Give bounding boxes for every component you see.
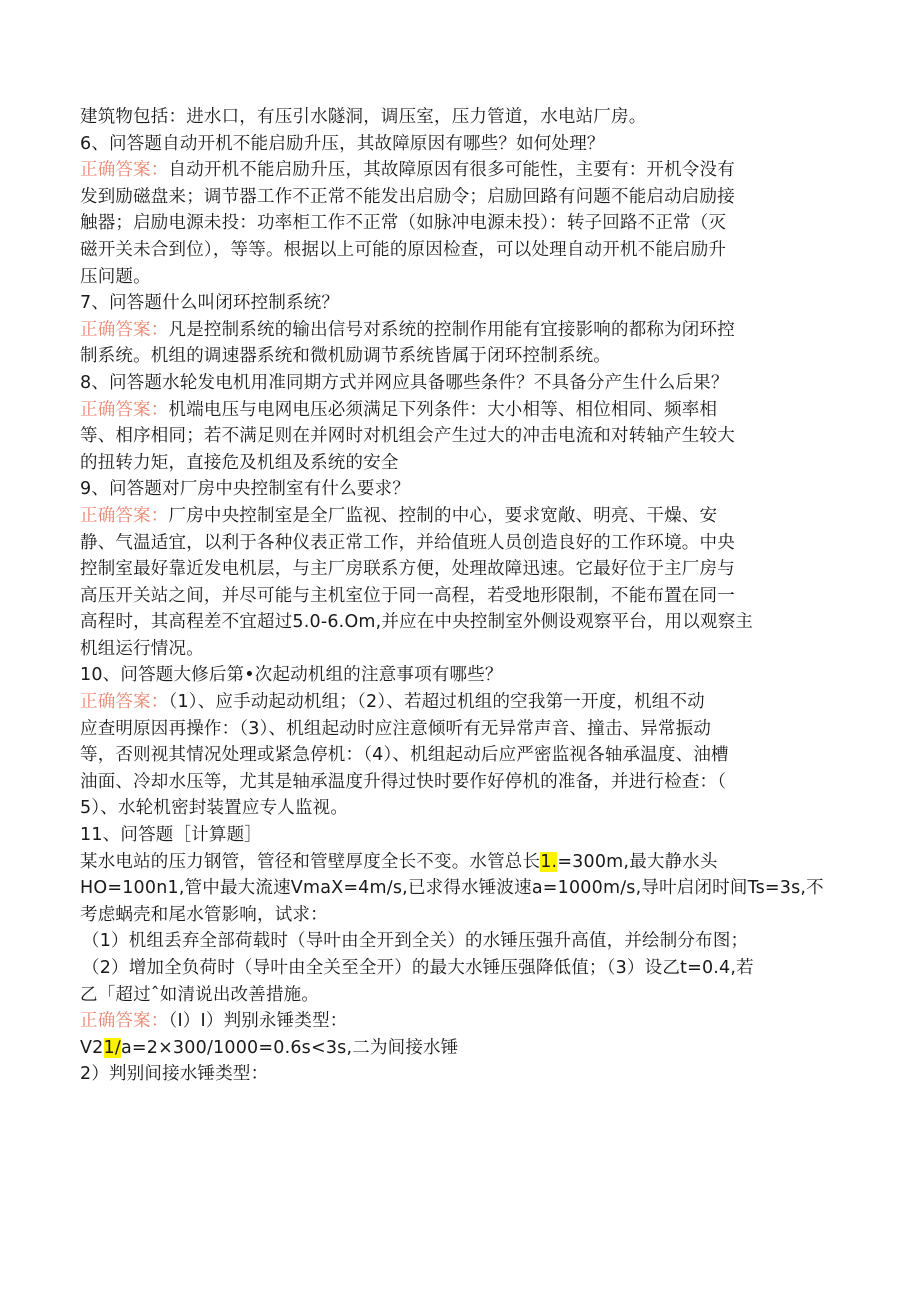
answer-label: 正确答案： xyxy=(80,399,169,420)
text-line xyxy=(80,902,840,929)
text-line xyxy=(80,928,840,955)
line-text: 机组运行情况。 xyxy=(80,638,204,659)
highlighted-text: 1. xyxy=(540,851,558,872)
line-text: 油面、冷却水压等，尤其是轴承温度升得过快时要作好停机的准备，并进行检查：（ xyxy=(80,771,727,792)
text-line xyxy=(80,343,840,370)
line-text: HO=100n1,管中最大流速VmaX=4m∕s,已求得水锤波速a=1000m∕s,导叶启闭时间Ts=3s,不 xyxy=(80,878,824,899)
text-line xyxy=(80,184,840,211)
line-text: 磁开关未合到位），等等。根据以上可能的原因检查，可以处理自动开机不能启励升 xyxy=(80,239,727,260)
line-text: 2）判别间接水锤类型： xyxy=(80,1064,269,1085)
text-line xyxy=(80,636,840,663)
line-text: 建筑物包括：进水口，有压引水隧洞，调压室，压力管道，水电站厂房。 xyxy=(80,107,647,127)
text-line xyxy=(80,530,840,557)
text-line xyxy=(80,769,840,796)
line-text: 制系统。机组的调速器系统和微机励调节系统皆属于闭环控制系统。 xyxy=(80,346,611,367)
answer-label: 正确答案： xyxy=(80,692,169,713)
line-text: V2 xyxy=(80,1037,104,1058)
line-text: （2）增加全负荷时（导叶由全关至全开）的最大水锤压强降低值；（3）设乙t=0.4,若 xyxy=(82,958,754,978)
line-text-after: =300m,最大静水头 xyxy=(557,851,718,872)
text-line xyxy=(80,423,840,450)
text-line xyxy=(80,290,840,317)
text-line xyxy=(80,397,840,424)
line-text: 11、问答题［计算题］ xyxy=(80,825,262,846)
line-text: 自动开机不能启励升压，其故障原因有很多可能性，主要有：开机令没有 xyxy=(168,160,735,181)
line-text: 厂房中央控制室是全厂监视、控制的中心，要求宽敞、明亮、干燥、安 xyxy=(168,505,718,526)
text-line xyxy=(80,583,840,610)
text-line xyxy=(80,742,840,769)
text-line xyxy=(80,104,840,131)
answer-label: 正确答案： xyxy=(80,160,169,181)
line-text: 8、问答题水轮发电机用准同期方式并网应具备哪些条件？不具备分产生什么后果？ xyxy=(80,372,729,393)
line-text: 乙「超过ˆ如清说出改善措施。 xyxy=(80,984,320,1005)
text-line xyxy=(80,609,840,636)
text-line xyxy=(80,237,840,264)
text-line xyxy=(80,370,840,397)
line-text: 控制室最好靠近发电机层，与主厂房联系方便，处理故障迅速。它最好位于主厂房与 xyxy=(80,559,735,580)
line-text-after: a=2×300/1000=0.6s<3s,二为间接水锤 xyxy=(120,1037,459,1058)
document-page xyxy=(80,104,840,1088)
line-text: （1）机组丢弃全部荷载时（导叶由全开到全关）的水锤压强升高值，并绘制分布图； xyxy=(82,931,749,952)
line-text: 等、相序相同；若不满足则在并网时对机组会产生过大的冲击电流和对转轴产生较大 xyxy=(80,426,735,447)
text-line xyxy=(80,689,840,716)
line-text: 的扭转力矩，直接危及机组及系统的安全 xyxy=(80,452,399,473)
text-line xyxy=(80,716,840,743)
text-line xyxy=(80,1035,840,1062)
line-text: （1）、应手动起动机组；（2）、若超过机组的空我第一开度，机组不动 xyxy=(168,692,705,713)
text-line xyxy=(80,131,840,158)
answer-label: 正确答案： xyxy=(80,505,169,526)
text-line xyxy=(80,849,840,876)
text-line xyxy=(80,662,840,689)
line-text: 10、问答题大修后第•次起动机组的注意事项有哪些？ xyxy=(80,665,503,686)
text-line xyxy=(80,982,840,1009)
text-line xyxy=(80,264,840,291)
highlighted-text: 1∕ xyxy=(103,1037,121,1058)
answer-label: 正确答案： xyxy=(80,1011,169,1032)
line-text: 机端电压与电网电压必须满足下列条件：大小相等、相位相同、频率相 xyxy=(168,399,718,420)
text-line xyxy=(80,822,840,849)
line-text: 6、问答题自动开机不能启励升压，其故障原因有哪些？如何处理？ xyxy=(80,133,605,154)
line-text: 应查明原因再操作：（3）、机组起动时应注意倾听有无异常声音、撞击、异常振动 xyxy=(80,718,712,739)
text-line xyxy=(80,556,840,583)
line-text: 7、问答题什么叫闭环控制系统？ xyxy=(80,293,340,314)
line-text: 9、问答题对厂房中央控制室有什么要求？ xyxy=(80,479,410,500)
text-line xyxy=(80,1061,840,1088)
line-text: 某水电站的压力钢管，管径和管壁厚度全长不变。水管总长 xyxy=(80,851,541,872)
line-text: 发到励磁盘来；调节器工作不正常不能发出启励令；启励回路有问题不能启动启励接 xyxy=(80,186,735,207)
line-text: 5）、水轮机密封装置应专人监视。 xyxy=(80,798,349,819)
text-line xyxy=(80,1008,840,1035)
line-text: （I）I）判别永锤类型： xyxy=(168,1011,348,1032)
text-line xyxy=(80,875,840,902)
text-line xyxy=(80,955,840,982)
text-line xyxy=(80,476,840,503)
answer-label: 正确答案： xyxy=(80,319,169,340)
line-text: 等，否则视其情况处理或紧急停机：（4）、机组起动后应严密监视各轴承温度、油槽 xyxy=(80,745,729,766)
line-text: 凡是控制系统的输出信号对系统的控制作用能有宜接影响的都称为闭环控 xyxy=(168,319,735,340)
text-line xyxy=(80,157,840,184)
line-text: 高压开关站之间，并尽可能与主机室位于同一高程，若受地形限制，不能布置在同一 xyxy=(80,585,735,606)
text-line xyxy=(80,210,840,237)
text-line xyxy=(80,795,840,822)
text-line xyxy=(80,503,840,530)
line-text: 触器；启励电源未投：功率柜工作不正常（如脉冲电源未投）：转子回路不正常（灭 xyxy=(80,213,727,234)
line-text: 压问题。 xyxy=(80,266,151,287)
text-line xyxy=(80,450,840,477)
line-text: 静、气温适宜，以利于各种仪表正常工作，并给值班人员创造良好的工作环境。中央 xyxy=(80,532,735,553)
line-text: 考虑蜗壳和尾水管影响，试求： xyxy=(80,904,328,925)
text-line xyxy=(80,317,840,344)
line-text: 高程时，其高程差不宜超过5.0-6.Om,并应在中央控制室外侧设观察平台，用以观察主 xyxy=(80,612,754,633)
